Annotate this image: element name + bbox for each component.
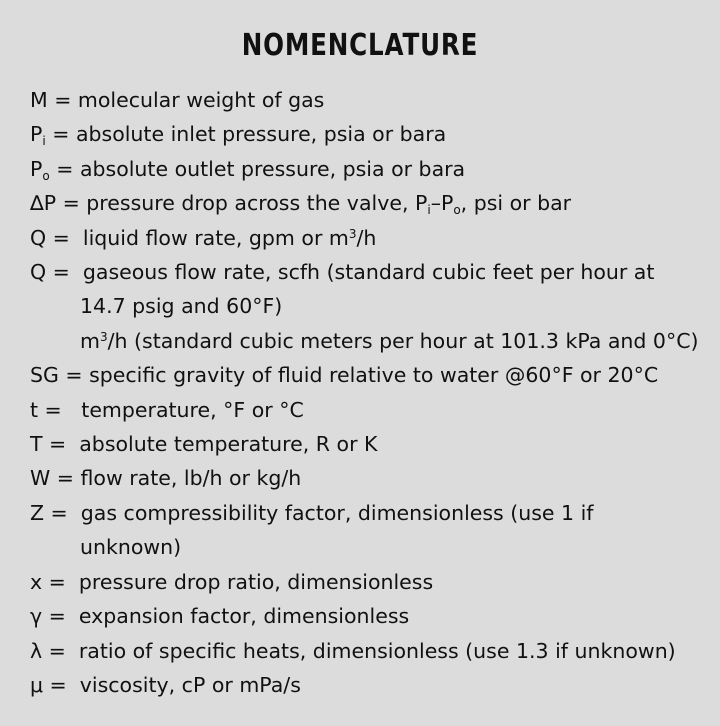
definition: viscosity, cP or mPa/s <box>79 672 301 697</box>
list-item <box>30 152 710 186</box>
panel-title: NOMENCLATURE <box>241 28 479 63</box>
symbol: T = <box>30 432 80 457</box>
list-item <box>30 599 710 633</box>
list-item <box>30 634 710 668</box>
list-item <box>30 83 710 117</box>
symbol: λ = <box>30 638 79 663</box>
list-item <box>30 427 710 461</box>
symbol: SG = <box>30 363 90 388</box>
list-item <box>30 358 710 392</box>
definition: expansion factor, dimensionless <box>78 604 410 629</box>
symbol: M = <box>30 88 78 112</box>
symbol: Z = <box>30 500 81 525</box>
list-item <box>30 565 710 599</box>
definition-continuation: $m^3/h$ (standard cubic meters per hour at 101.3 kPa and 0°C) <box>80 328 699 353</box>
definition: pressure drop across the valve, $P_i-P_o$, psi or bar <box>86 191 572 218</box>
list-item <box>30 117 710 151</box>
definition: gaseous flow rate, scfh (standard cubic feet per hour at <box>82 260 655 285</box>
list-item <box>30 393 710 427</box>
definition: pressure drop ratio, dimensionless <box>78 569 434 594</box>
definition: molecular weight of gas <box>77 88 325 112</box>
symbol: Q = <box>30 260 83 285</box>
symbol: μ = <box>30 672 80 697</box>
definition: absolute inlet pressure, psia or bara <box>75 122 447 147</box>
symbol: x = <box>30 569 79 594</box>
definition: absolute outlet pressure, psia or bara <box>79 156 466 181</box>
definition: ratio of specific heats, dimensionless (use 1.3 if unknown) <box>78 638 676 663</box>
definition: temperature, °F or °C <box>81 397 304 422</box>
list-item <box>30 221 710 255</box>
definition: gas compressibility factor, dimensionless (use 1 if <box>80 500 594 525</box>
symbol: $P_i$ = <box>30 122 76 149</box>
symbol: $P_o$ = <box>30 156 80 183</box>
definition: flow rate, lb/h or kg/h <box>80 466 302 491</box>
symbol: t = <box>30 397 82 422</box>
definition: specific gravity of fluid relative to water @60°F or 20°C <box>89 363 659 388</box>
definition: absolute temperature, R or K <box>79 432 378 457</box>
nomenclature-list <box>30 83 710 702</box>
list-item <box>30 186 710 220</box>
symbol: ∆P = <box>30 191 87 216</box>
definition: liquid flow rate, gpm or $m^3/h$ <box>82 225 377 250</box>
list-item <box>30 255 710 289</box>
definition-continuation: 14.7 psig and 60°F) <box>80 294 283 319</box>
list-item <box>30 461 710 495</box>
list-item <box>30 668 710 702</box>
symbol: W = <box>30 466 81 491</box>
symbol: Q = <box>30 225 83 250</box>
list-item <box>30 496 710 530</box>
symbol: γ = <box>30 604 79 629</box>
definition-continuation: unknown) <box>80 535 182 560</box>
